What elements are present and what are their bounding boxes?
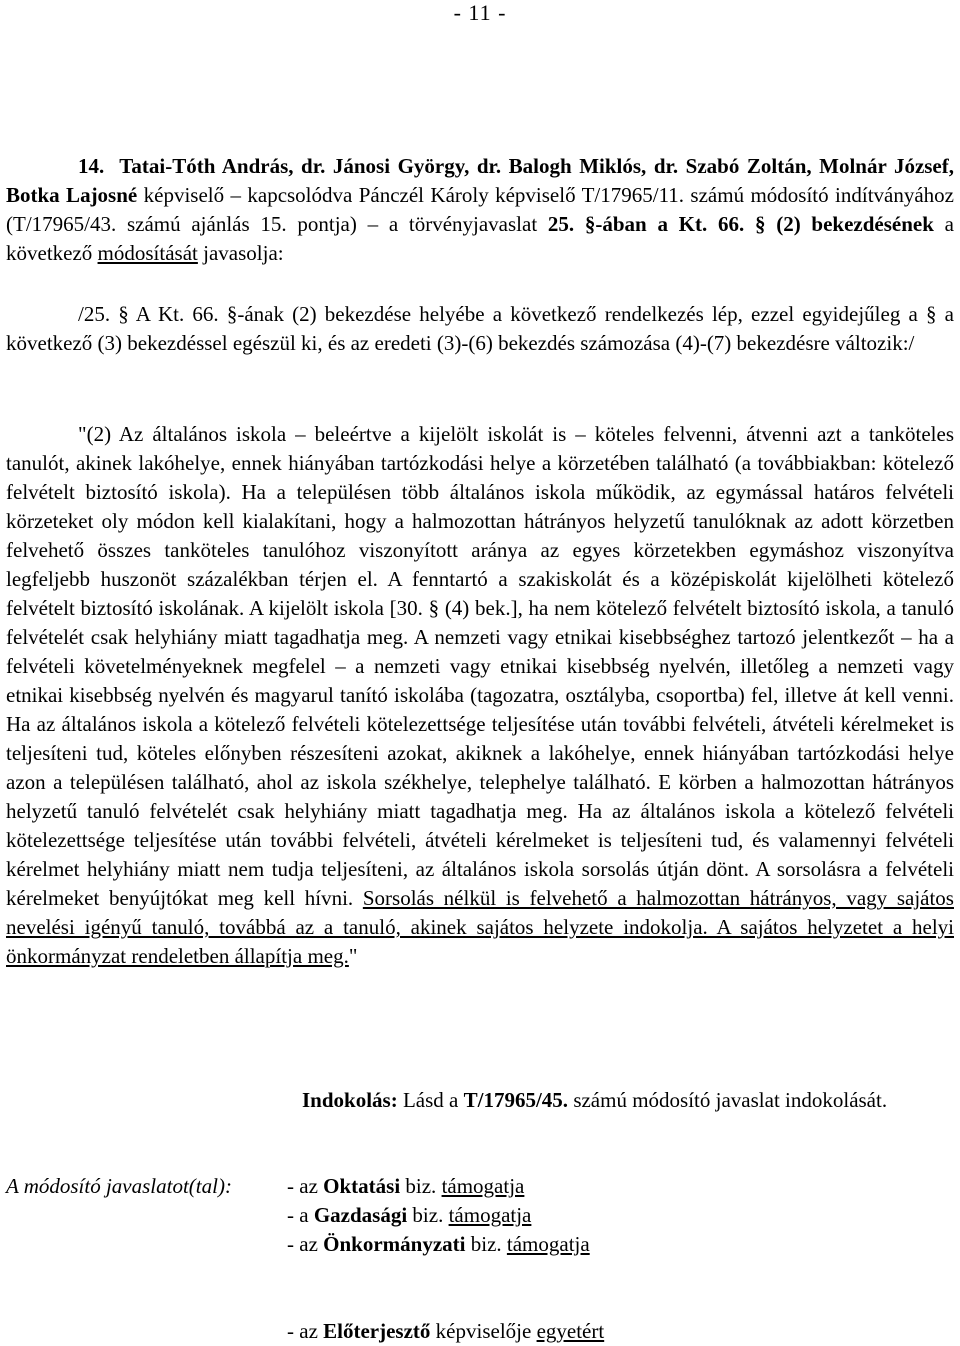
line-suffix: biz. bbox=[412, 1203, 444, 1227]
amendment-heading bbox=[6, 152, 954, 268]
line-prefix: - az bbox=[287, 1174, 318, 1198]
justification-text-2: számú módosító javaslat indokolását. bbox=[573, 1088, 888, 1112]
vote-result: egyetért bbox=[536, 1319, 605, 1343]
proposer-names: Tatai-Tóth András, dr. Jánosi György, dr. Balogh Miklós, dr. Szabó Zoltán, Molnár József, Botka Lajosné bbox=[6, 154, 954, 207]
committee-line-gazdasagi bbox=[287, 1201, 604, 1230]
committee-name: Önkormányzati bbox=[323, 1232, 466, 1256]
modification-word: módosítását bbox=[97, 241, 198, 265]
submitter-line bbox=[287, 1317, 604, 1346]
line-prefix: - a bbox=[287, 1203, 309, 1227]
justification bbox=[302, 1086, 902, 1115]
positions-list bbox=[287, 1172, 604, 1346]
committee-name: Gazdasági bbox=[313, 1203, 408, 1227]
quoted-provision bbox=[6, 420, 954, 971]
amendment-number: 14. bbox=[78, 154, 105, 178]
line-prefix: - az bbox=[287, 1319, 318, 1343]
vote-result: támogatja bbox=[506, 1232, 590, 1256]
line-prefix: - az bbox=[287, 1232, 318, 1256]
quote-intro-paragraph: /25. § A Kt. 66. §-ának (2) bekezdése helyébe a következő rendelkezés lép, ezzel egyidejűleg a § a következő (3) bekezdéssel egészül ki, és az eredeti (3)-(6) bekezdés számozása (4)-(7) bekezdésre változik:/ bbox=[6, 302, 954, 355]
heading-text-2: a következő bbox=[6, 212, 954, 265]
spacer bbox=[287, 1259, 604, 1317]
committee-name: Oktatási bbox=[323, 1174, 401, 1198]
heading-text-3: javasolja: bbox=[203, 241, 284, 265]
provision-main-text: "(2) Az általános iskola – beleértve a kijelölt iskolát is – köteles felvenni, átvenni azt a tanköteles tanulót, akinek lakóhelye, ennek hiányában tartózkodási helye a körzetében található (a továbbiakban: kötelező felvételt biztosító iskola). Ha a településen több általános iskola működik, az egymással határos felvételi körzeteket oly módon kell kialakítani, hogy a halmozottan hátrányos helyzetű tanulóknak az adott körzetben felvehető összes tanköteles tanulóhoz viszonyított aránya az egyes körzetekben egymáshoz viszonyítva legfeljebb huszonöt százalékban térjen el. A fenntartó a szakiskolát és a középiskolát kijelölheti kötelező felvételt biztosító iskolának. A kijelölt iskola [30. § (4) bek.], ha nem kötelező felvételt biztosító iskola, a tanuló felvételét csak helyhiány miatt tagadhatja meg. A nemzeti vagy etnikai kisebbséghez tartozó jelentkezőt – ha a felvételi követelményeknek megfelel – a nemzeti vagy etnikai kisebbség nyelvén, illetőleg a nemzeti vagy etnikai kisebbség nyelvén és magyarul tanító iskolába (tagozatra, osztályba, csoportba) fel, illetve át kell venni. Ha az általános iskola a kötelező felvételi kötelezettsége teljesítése után további felvételi, átvételi kérelmeket is teljesíteni tud, köteles előnyben részesíteni azokat, akiknek a lakóhelye, ennek hiányában tartózkodási helye azon a településen található, ahol az iskola székhelye, telephelye található. E körben a halmozottan hátrányos helyzetű tanuló felvételét csak helyhiány miatt tagadhatja meg. Ha az általános iskola a kötelező felvételi kötelezettsége teljesítése után további felvételi, átvételi kérelmeket is teljesíteni tud, és valamennyi felvételi kérelmet helyhiány miatt nem tudja teljesíteni, az általános iskola sorsolás útján dönt. A sorsolásra a felvételi kérelmeket benyújtókat meg kell hívni. bbox=[6, 422, 954, 910]
positions-label: A módosító javaslatot(tal): bbox=[6, 1174, 232, 1198]
line-suffix: biz. bbox=[405, 1174, 437, 1198]
page-number: - 11 - bbox=[453, 0, 507, 25]
justification-label: Indokolás: bbox=[302, 1088, 398, 1112]
justification-text-1: Lásd a bbox=[402, 1088, 459, 1112]
justification-reference: T/17965/45. bbox=[463, 1088, 569, 1112]
line-suffix: biz. bbox=[470, 1232, 502, 1256]
committee-line-oktatasi bbox=[287, 1172, 604, 1201]
vote-result: támogatja bbox=[448, 1203, 532, 1227]
closing-quote: " bbox=[348, 944, 358, 968]
quoted-provision-paragraph bbox=[6, 420, 954, 971]
heading-text-1: képviselő – kapcsolódva Pánczél Károly képviselő T/17965/11. számú módosító indítványához (T/17965/43. számú ajánlás 15. pontja) – a törvényjavaslat bbox=[6, 183, 954, 236]
provision-underlined-text: Sorsolás nélkül is felvehető a halmozottan hátrányos, vagy sajátos nevelési igényű tanuló, továbbá az a tanuló, akinek sajátos helyzete indokolja. A sajátos helyzetet a helyi önkormányzat rendeletben állapítja meg. bbox=[6, 886, 954, 968]
submitter-name: Előterjesztő bbox=[323, 1319, 431, 1343]
heading-paragraph bbox=[6, 152, 954, 268]
line-suffix: képviselője bbox=[435, 1319, 532, 1343]
quote-intro bbox=[6, 300, 954, 358]
vote-result: támogatja bbox=[441, 1174, 525, 1198]
committee-line-onkormanyzati bbox=[287, 1230, 604, 1259]
section-reference: 25. §-ában a Kt. 66. § (2) bekezdésének bbox=[547, 212, 934, 236]
